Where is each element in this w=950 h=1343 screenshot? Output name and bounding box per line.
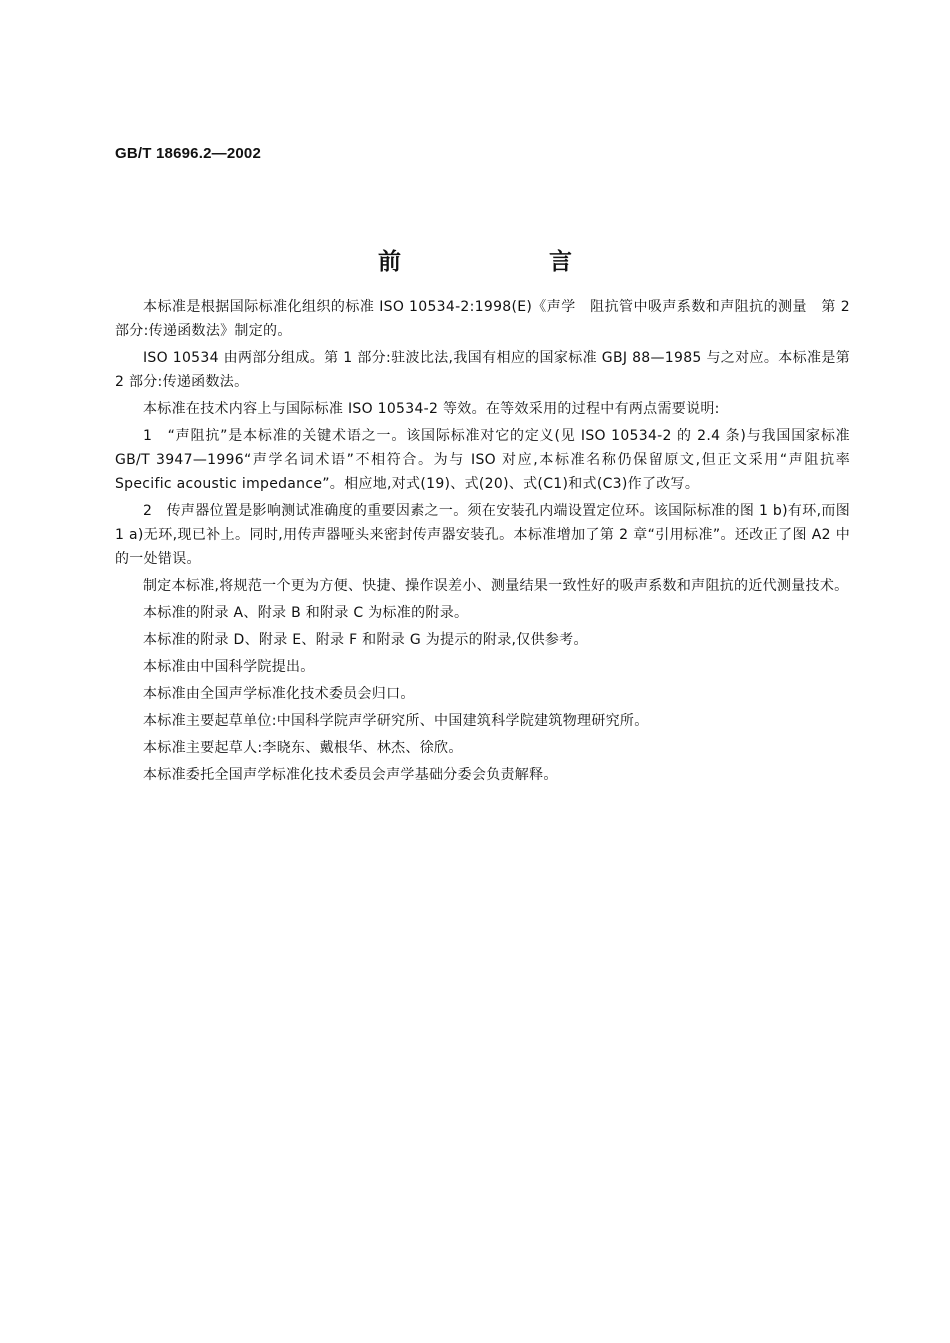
paragraph: 本标准的附录 D、附录 E、附录 F 和附录 G 为提示的附录,仅供参考。 [143,632,588,648]
paragraph: 本标准的附录 A、附录 B 和附录 C 为标准的附录。 [143,605,469,621]
paragraph: 2 传声器位置是影响测试准确度的重要因素之一。须在安装孔内端设置定位环。该国际标准的图 1 b)有环,而图 1 a)无环,现已补上。同时,用传声器哑头来密封传声器安装孔。本标准增加了第 2 章“引用标准”。还改正了图 A2 中的一处错误。 [115,503,850,567]
preface-title: 前 言 [377,249,642,275]
paragraph: 本标准由中国科学院提出。 [143,659,315,675]
paragraph: 制定本标准,将规范一个更为方便、快捷、操作误差小、测量结果一致性好的吸声系数和声阻抗的近代测量技术。 [143,578,849,594]
paragraph: 本标准主要起草人:李晓东、戴根华、林杰、徐欣。 [143,740,463,756]
preface-body [115,295,850,790]
paragraph: 本标准是根据国际标准化组织的标准 ISO 10534-2:1998(E)《声学 阻抗管中吸声系数和声阻抗的测量 第 2 部分:传递函数法》制定的。 [115,299,850,339]
paragraph: 本标准由全国声学标准化技术委员会归口。 [143,686,415,702]
standard-number: GB/T 18696.2—2002 [115,145,261,162]
paragraph: 本标准在技术内容上与国际标准 ISO 10534-2 等效。在等效采用的过程中有两点需要说明: [143,401,720,417]
paragraph: 本标准委托全国声学标准化技术委员会声学基础分委会负责解释。 [143,767,558,783]
paragraph: 本标准主要起草单位:中国科学院声学研究所、中国建筑科学院建筑物理研究所。 [143,713,649,729]
paragraph: 1 “声阻抗”是本标准的关键术语之一。该国际标准对它的定义(见 ISO 10534-2 的 2.4 条)与我国国家标准 GB/T 3947—1996“声学名词术语”不相符合。为与 ISO 对应,本标准名称仍保留原文,但正文采用“声阻抗率 Specific acoustic impedance”。相应地,对式(19)、式(20)、式(C1)和式(C3)作了改写。 [115,428,850,492]
paragraph: ISO 10534 由两部分组成。第 1 部分:驻波比法,我国有相应的国家标准 GBJ 88—1985 与之对应。本标准是第 2 部分:传递函数法。 [115,350,850,390]
